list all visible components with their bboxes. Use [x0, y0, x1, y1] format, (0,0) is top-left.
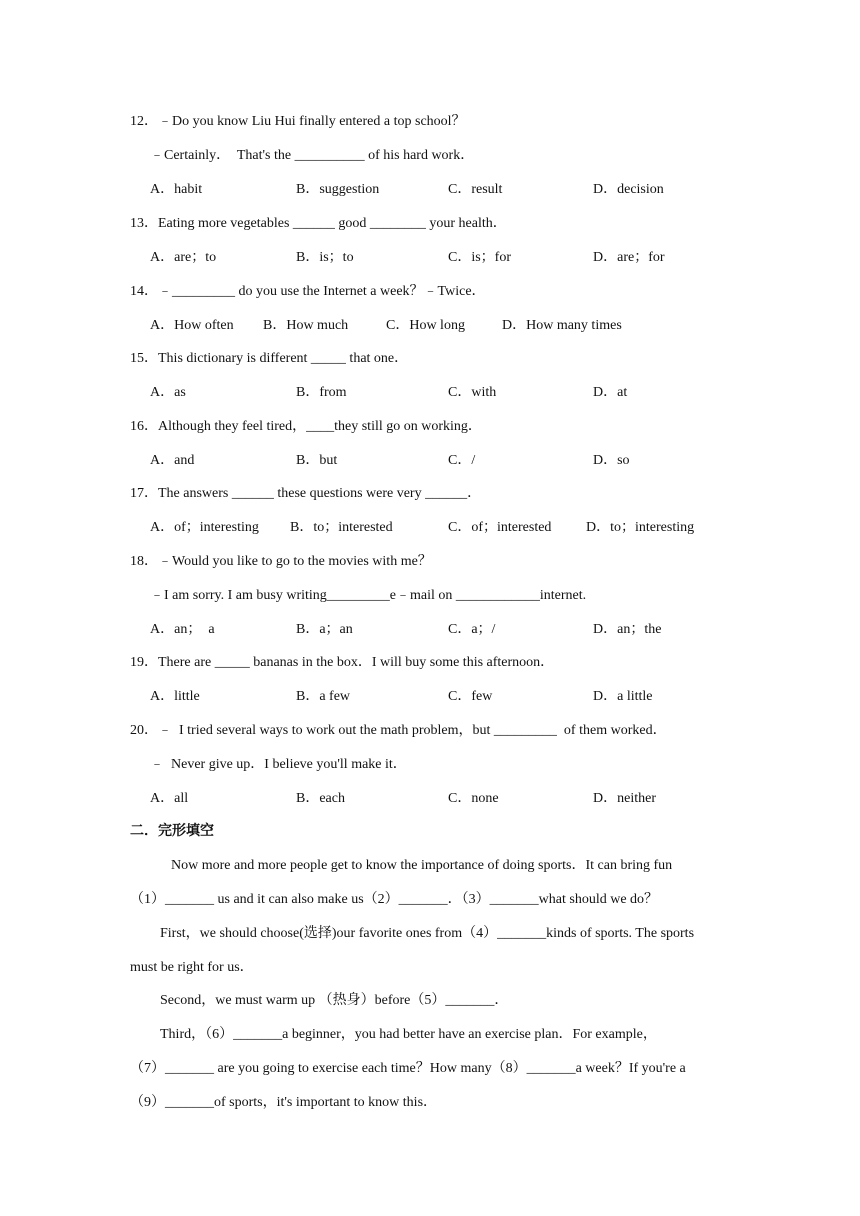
question-14-option-d: D．How many times [502, 318, 622, 333]
question-15-option-a: A．as [150, 385, 186, 400]
question-12-stem-reply: ﹣Certainly． That's the __________ of his hard work． [150, 148, 475, 163]
question-19-stem: 19．There are _____ bananas in the box．I will buy some this afternoon． [130, 655, 555, 670]
question-12-stem: 12．﹣Do you know Liu Hui finally entered a top school？ [130, 114, 466, 129]
question-14-option-a: A．How often [150, 318, 234, 333]
question-17-option-d: D．to；interesting [586, 520, 695, 535]
question-13-option-d: D．are；for [593, 250, 665, 265]
question-20-stem: 20．﹣ I tried several ways to work out the math problem，but _________ of them worked． [130, 723, 667, 738]
cloze-paragraph-line: Third，（6）_______a beginner，you had better have an exercise plan．For example， [160, 1027, 657, 1042]
question-17-option-c: C．of；interested [448, 520, 552, 535]
question-13-stem: 13．Eating more vegetables ______ good ________ your health． [130, 216, 507, 231]
cloze-paragraph-line: First，we should choose(选择)our favorite ones from（4）_______kinds of sports. The sports [160, 926, 695, 941]
question-17-option-b: B．to；interested [290, 520, 393, 535]
question-15-option-b: B．from [296, 385, 347, 400]
question-16-option-b: B．but [296, 453, 338, 468]
question-18-option-c: C．a；/ [448, 622, 496, 637]
question-15-option-c: C．with [448, 385, 497, 400]
question-20-option-c: C．none [448, 791, 499, 806]
question-16-option-c: C．/ [448, 453, 476, 468]
question-12-option-a: A．habit [150, 182, 203, 197]
question-16-option-d: D．so [593, 453, 630, 468]
question-17-stem: 17．The answers ______ these questions were very ______． [130, 486, 482, 501]
question-20-option-d: D．neither [593, 791, 656, 806]
question-13-option-c: C．is；for [448, 250, 511, 265]
question-12-option-d: D．decision [593, 182, 664, 197]
cloze-paragraph-line: Now more and more people get to know the importance of doing sports．It can bring fun [171, 858, 673, 873]
cloze-paragraph-line: must be right for us． [130, 960, 254, 975]
question-16-stem: 16．Although they feel tired，____they still go on working． [130, 419, 482, 434]
question-15-stem: 15．This dictionary is different _____ that one． [130, 351, 409, 366]
question-13-option-a: A．are；to [150, 250, 217, 265]
question-16-option-a: A．and [150, 453, 195, 468]
cloze-paragraph-line: （7）_______ are you going to exercise each time？How many（8）_______a week？If you're a [130, 1061, 686, 1076]
question-14-option-c: C．How long [386, 318, 465, 333]
question-12-option-c: C．result [448, 182, 503, 197]
question-20-option-a: A．all [150, 791, 189, 806]
question-13-option-b: B．is；to [296, 250, 354, 265]
question-14-stem: 14．﹣_________ do you use the Internet a week？﹣Twice． [130, 284, 486, 299]
question-18-option-a: A．an； a [150, 622, 215, 637]
question-18-stem: 18．﹣Would you like to go to the movies with me？ [130, 554, 432, 569]
question-19-option-d: D．a little [593, 689, 653, 704]
question-14-option-b: B．How much [263, 318, 349, 333]
question-12-option-b: B．suggestion [296, 182, 380, 197]
section-title: 二．完形填空 [130, 823, 214, 839]
question-18-stem-reply: ﹣I am sorry. I am busy writing_________e﹣mail on ____________internet. [150, 588, 587, 603]
question-17-option-a: A．of；interesting [150, 520, 259, 535]
question-19-option-b: B．a few [296, 689, 351, 704]
question-19-option-c: C．few [448, 689, 493, 704]
question-15-option-d: D．at [593, 385, 628, 400]
cloze-paragraph-line: （9）_______of sports，it's important to know this． [130, 1095, 438, 1110]
question-18-option-b: B．a；an [296, 622, 353, 637]
question-19-option-a: A．little [150, 689, 200, 704]
question-20-option-b: B．each [296, 791, 345, 806]
question-18-option-d: D．an；the [593, 622, 662, 637]
question-20-stem-reply: ﹣ Never give up．I believe you'll make it． [150, 757, 407, 772]
cloze-paragraph-line: Second，we must warm up （热身）before（5）_______． [160, 993, 509, 1008]
cloze-paragraph-line: （1）_______ us and it can also make us（2）_______．（3）_______what should we do？ [130, 892, 659, 907]
